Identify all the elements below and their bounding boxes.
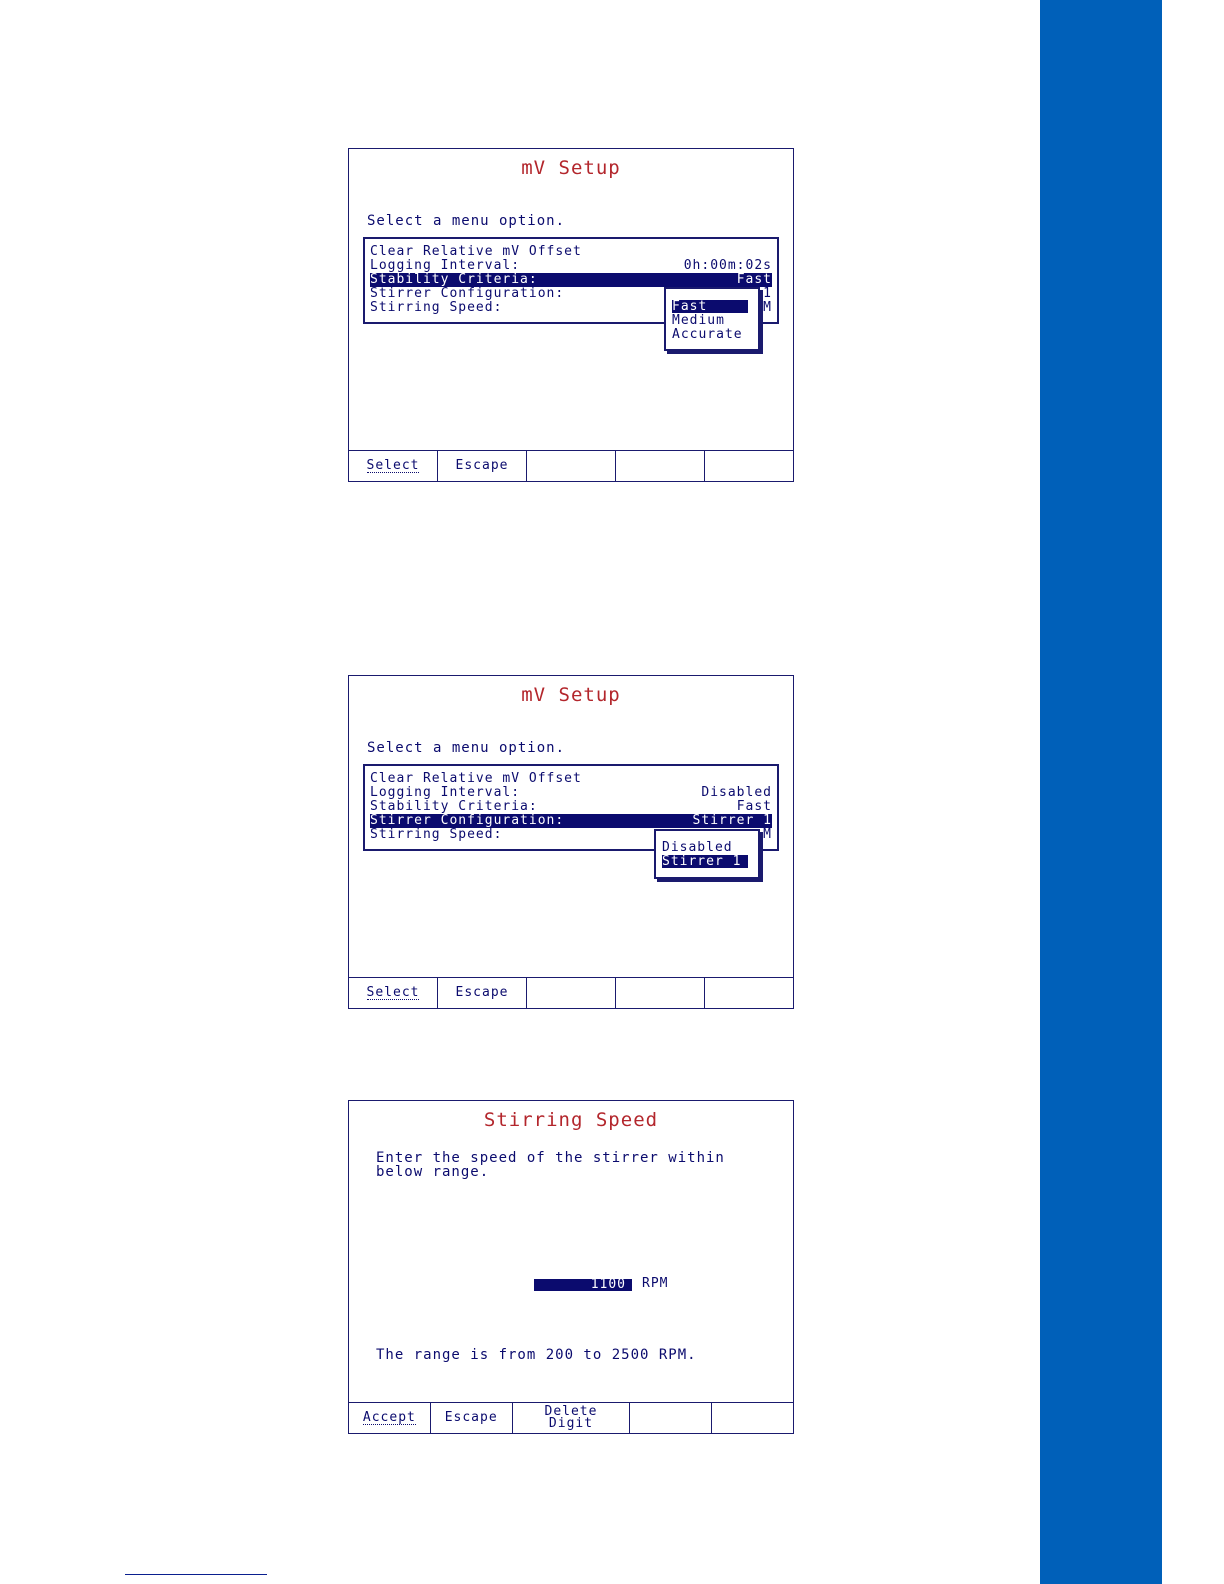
stirrer-options-popup (654, 829, 760, 879)
speed-input[interactable]: 1100 (534, 1279, 632, 1291)
chapter-sidebar (1040, 0, 1162, 1584)
menu-item-label: Logging Interval: (370, 785, 521, 800)
prompt-line-2: below range. (376, 1164, 490, 1180)
menu-item-clear-offset[interactable] (370, 245, 772, 259)
menu-item-value: Disabled (701, 785, 772, 800)
menu-item-label: Stability Criteria: (370, 799, 538, 814)
menu-item-stability-criteria[interactable] (370, 273, 772, 287)
softkey-3[interactable] (527, 451, 616, 481)
menu-item-value: 0h:00m:02s (683, 258, 772, 273)
softkey-4[interactable] (630, 1403, 712, 1433)
range-note: The range is from 200 to 2500 RPM. (376, 1347, 697, 1363)
prompt-text: Select a menu option. (367, 740, 566, 756)
softkey-3[interactable] (527, 978, 616, 1008)
menu-item-label: Stirring Speed: (370, 300, 503, 315)
menu-item-value: 1 (763, 286, 772, 301)
prompt-text (376, 1151, 766, 1179)
select-softkey[interactable]: Select (349, 451, 438, 481)
select-softkey[interactable]: Select (349, 978, 438, 1008)
footnote-rule (125, 1574, 267, 1575)
menu-item-value: Fast (736, 799, 772, 814)
menu-item-label: Stirrer Configuration: (370, 286, 565, 301)
menu-item-label: Clear Relative mV Offset (370, 244, 582, 259)
softkey-5[interactable] (705, 978, 793, 1008)
softkey-bar (348, 1402, 794, 1434)
delete-digit-softkey[interactable]: Delete Digit (513, 1403, 631, 1433)
mv-setup-screen-stirrer (348, 675, 794, 1009)
screen-title: mV Setup (521, 684, 621, 706)
accept-softkey[interactable]: Accept (349, 1403, 431, 1433)
menu-item-label: Stirring Speed: (370, 827, 503, 842)
menu-item-stirrer-configuration[interactable] (370, 814, 772, 828)
prompt-line-1: Enter the speed of the stirrer within (376, 1150, 725, 1166)
menu-item-label: Clear Relative mV Offset (370, 771, 582, 786)
mv-setup-screen-stability (348, 148, 794, 482)
option-disabled[interactable]: Disabled (662, 840, 733, 855)
menu-item-value: Stirrer 1 (692, 813, 772, 828)
menu-item-label: Stability Criteria: (370, 272, 538, 287)
softkey-bar (348, 977, 794, 1009)
menu-item-value: M (763, 300, 772, 315)
escape-softkey[interactable]: Escape (438, 978, 527, 1008)
menu-item-value: Fast (736, 272, 772, 287)
option-medium[interactable]: Medium (672, 313, 725, 328)
menu-item-label: Logging Interval: (370, 258, 521, 273)
speed-unit: RPM (642, 1276, 669, 1291)
stability-options-popup (664, 287, 760, 351)
menu-item-stability-criteria[interactable] (370, 800, 772, 814)
option-fast[interactable]: Fast (672, 300, 748, 313)
softkey-4[interactable] (616, 451, 705, 481)
softkey-5[interactable] (705, 451, 793, 481)
stirring-speed-screen (348, 1100, 794, 1434)
softkey-bar (348, 450, 794, 482)
menu-item-value: M (763, 827, 772, 842)
option-accurate[interactable]: Accurate (672, 327, 743, 342)
escape-softkey[interactable]: Escape (438, 451, 527, 481)
screen-title: mV Setup (521, 157, 621, 179)
option-stirrer-1[interactable]: Stirrer 1 (662, 855, 748, 868)
menu-item-logging-interval[interactable] (370, 786, 772, 800)
menu-item-label: Stirrer Configuration: (370, 813, 565, 828)
softkey-4[interactable] (616, 978, 705, 1008)
screen-title: Stirring Speed (483, 1109, 659, 1131)
menu-item-logging-interval[interactable] (370, 259, 772, 273)
escape-softkey[interactable]: Escape (431, 1403, 513, 1433)
softkey-5[interactable] (712, 1403, 793, 1433)
prompt-text: Select a menu option. (367, 213, 566, 229)
menu-item-clear-offset[interactable] (370, 772, 772, 786)
